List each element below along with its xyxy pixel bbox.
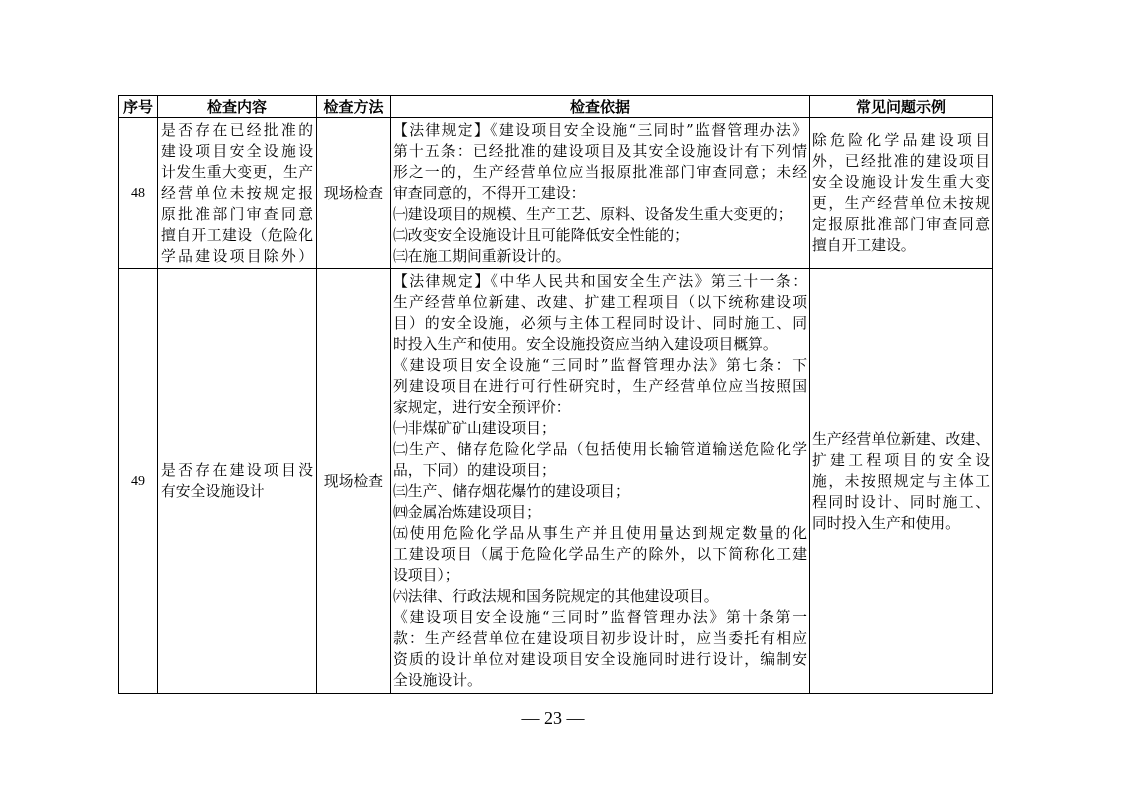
text-line: 擅自开工建设（危险化	[161, 226, 313, 244]
row-48-common-issues	[810, 118, 993, 269]
text-line: ㈠建设项目的规模、生产工艺、原料、设备发生重大变更的；	[393, 205, 793, 223]
text-line: 品，下同）的建设项目；	[393, 462, 556, 479]
text-line: 款：生产经营单位在建设项目初步设计时，应当委托有相应	[393, 630, 807, 647]
inspection-method: 现场检查	[323, 472, 384, 490]
text-line: 计发生重大变更，生产	[161, 163, 313, 181]
text-line: 设项目）；	[393, 567, 460, 584]
text-line: 是否存在建设项目没	[161, 462, 313, 479]
inspection-table	[118, 95, 993, 694]
inspection-basis-text	[391, 120, 809, 267]
header-inspection-method	[317, 96, 391, 118]
header-inspection-basis	[391, 96, 810, 118]
text-line: 学品建设项目除外）	[161, 247, 313, 265]
text-line: ㈢在施工期间重新设计的。	[393, 247, 571, 265]
text-line: 时投入生产和使用。安全设施投资应当纳入建设项目概算。	[393, 336, 778, 353]
text-line: 有安全设施设计	[161, 483, 265, 500]
text-line: 审查同意的，不得开工建设：	[393, 184, 586, 202]
text-line: 形之一的，生产经营单位应当报原批准部门审查同意；未经	[393, 163, 807, 181]
inspection-basis-text	[391, 271, 809, 691]
text-line: 资质的设计单位对建设项目安全设施同时进行设计，编制安	[393, 651, 807, 668]
text-line: 《建设项目安全设施“三同时”监督管理办法》第十条第一	[393, 609, 807, 626]
row-48-inspection-method	[317, 118, 391, 269]
inspection-content-text	[158, 460, 316, 502]
text-line: ㈤使用危险化学品从事生产并且使用量达到规定数量的化	[393, 525, 807, 542]
row-49-serial-number	[119, 269, 158, 694]
row-49-inspection-content	[158, 269, 317, 694]
text-line: 原批准部门审查同意	[161, 205, 313, 223]
text-line: 目）的安全设施，必须与主体工程同时设计、同时施工、同	[393, 315, 807, 332]
header-serial-number	[119, 96, 158, 118]
serial-number: 49	[131, 473, 145, 489]
header-inspection-content	[158, 96, 317, 118]
text-line: ㈠非煤矿矿山建设项目；	[393, 420, 556, 437]
text-line: 同时投入生产和使用。	[812, 514, 960, 532]
inspection-content-text	[158, 120, 316, 267]
text-line: 扩建工程项目的安全设	[812, 451, 990, 469]
row-48-inspection-content	[158, 118, 317, 269]
text-line: ㈡生产、储存危险化学品（包括使用长输管道输送危险化学	[393, 441, 807, 458]
row-48-serial-number	[119, 118, 158, 269]
text-line: 经营单位未按规定报	[161, 184, 313, 202]
text-line: 建设项目安全设施设	[161, 142, 313, 160]
text-line: ㈣金属冶炼建设项目；	[393, 504, 541, 521]
text-line: 第十五条：已经批准的建设项目及其安全设施设计有下列情	[393, 142, 807, 160]
text-line: 生产经营单位新建、改建、扩建工程项目（以下统称建设项	[393, 294, 807, 311]
header-common-issues	[810, 96, 993, 118]
page-number: — 23 —	[521, 708, 585, 728]
common-issues-text	[810, 130, 992, 256]
text-line: 《建设项目安全设施“三同时”监督管理办法》第七条：下	[393, 357, 807, 374]
header-label: 检查内容	[206, 97, 267, 116]
text-line: 全设施设计。	[393, 672, 482, 689]
text-line: 安全设施设计发生重大变	[812, 174, 990, 191]
text-line: 外，已经批准的建设项目	[812, 153, 990, 170]
text-line: 生产经营单位新建、改建、	[812, 430, 990, 448]
text-line: 是否存在已经批准的	[161, 121, 313, 139]
text-line: ㈡改变安全设施设计且可能降低安全性能的；	[393, 226, 689, 244]
header-label: 序号	[122, 97, 153, 116]
inspection-method: 现场检查	[323, 184, 384, 202]
row-49-inspection-basis	[391, 269, 810, 694]
text-line: 家规定，进行安全预评价：	[393, 399, 571, 416]
text-line: 【法律规定】《中华人民共和国安全生产法》第三十一条：	[393, 273, 807, 290]
row-48-inspection-basis	[391, 118, 810, 269]
text-line: 定报原批准部门审查同意	[812, 216, 990, 233]
serial-number: 48	[131, 185, 145, 201]
text-line: 擅自开工建设。	[812, 237, 916, 254]
text-line: 施，未按照规定与主体工	[812, 472, 990, 490]
text-line: ㈢生产、储存烟花爆竹的建设项目；	[393, 483, 630, 500]
common-issues-text	[810, 429, 992, 534]
text-line: 【法律规定】《建设项目安全设施“三同时”监督管理办法》	[393, 121, 807, 139]
text-line: 除危险化学品建设项目	[812, 132, 990, 149]
text-line: ㈥法律、行政法规和国务院规定的其他建设项目。	[393, 588, 719, 605]
row-49-common-issues	[810, 269, 993, 694]
text-line: 工建设项目（属于危险化学品生产的除外，以下简称化工建	[393, 546, 807, 563]
header-label: 检查方法	[323, 97, 384, 116]
text-line: 列建设项目在进行可行性研究时，生产经营单位应当按照国	[393, 378, 807, 395]
text-line: 程同时设计、同时施工、	[812, 493, 990, 511]
header-label: 检查依据	[569, 97, 630, 116]
row-49-inspection-method	[317, 269, 391, 694]
text-line: 更，生产经营单位未按规	[812, 195, 990, 212]
header-label: 常见问题示例	[855, 97, 946, 116]
